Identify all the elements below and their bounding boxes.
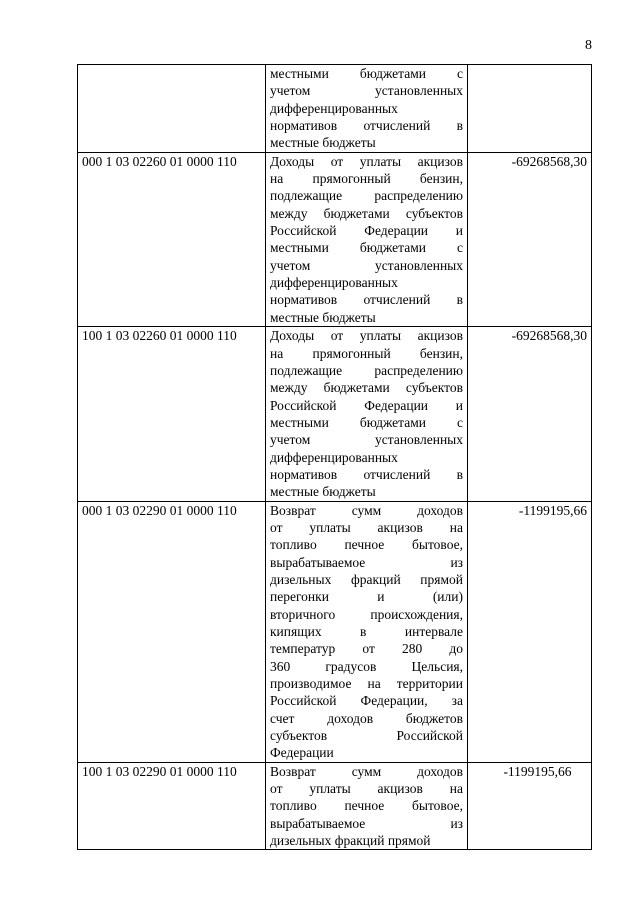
- income-name-line: топливо печное бытовое,: [270, 798, 463, 814]
- income-name-line: учетом установленных: [270, 83, 463, 99]
- income-name-line: на прямогонный бензин,: [270, 171, 463, 187]
- income-name-cell: [266, 327, 468, 501]
- income-name-line: субъектов Российской: [270, 728, 463, 744]
- income-name-cell: [266, 152, 468, 326]
- budget-code-cell: 000 1 03 02260 01 0000 110: [78, 152, 266, 326]
- table-body: [78, 65, 592, 850]
- income-name-line: нормативов отчислений в: [270, 466, 463, 482]
- budget-code-cell: [78, 65, 266, 153]
- income-name-line: перегонки и (или): [270, 589, 463, 605]
- income-name-line: между бюджетами субъектов: [270, 205, 463, 221]
- income-name-line: Доходы от уплаты акцизов: [270, 328, 463, 344]
- amount-cell: [468, 65, 592, 153]
- income-name-line: учетом установленных: [270, 432, 463, 448]
- income-name-line: кипящих в интервале: [270, 624, 463, 639]
- income-name-line: на прямогонный бензин,: [270, 345, 463, 361]
- income-name-line: подлежащие распределению: [270, 188, 463, 204]
- table-row: [78, 501, 592, 762]
- table-row: [78, 762, 592, 850]
- income-name-line: вырабатываемое из: [270, 815, 463, 831]
- income-name-line: местными бюджетами с: [270, 66, 463, 81]
- income-name-line: Российской Федерации и: [270, 397, 463, 413]
- income-name-cell: [266, 65, 468, 153]
- income-name-line: дизельных фракций прямой: [270, 833, 431, 849]
- income-name-line: Возврат сумм доходов: [270, 502, 463, 518]
- income-name-line: местными бюджетами с: [270, 414, 463, 430]
- income-name-line: производимое на территории: [270, 676, 463, 692]
- income-name-line: местные бюджеты: [270, 484, 376, 500]
- income-name-line: от уплаты акцизов на: [270, 519, 463, 535]
- budget-code-cell: 100 1 03 02260 01 0000 110: [78, 327, 266, 501]
- income-name-cell: [266, 762, 468, 850]
- income-name-line: температур от 280 до: [270, 641, 463, 657]
- amount-cell: -69268568,30: [468, 327, 592, 501]
- income-name-line: Доходы от уплаты акцизов: [270, 153, 463, 169]
- income-name-line: вторичного происхождения,: [270, 606, 463, 622]
- income-name-line: местные бюджеты: [270, 309, 376, 325]
- income-name-line: Федерации: [270, 745, 334, 761]
- income-name-line: учетом установленных: [270, 257, 463, 273]
- income-name-line: дифференцированных: [270, 100, 398, 116]
- income-name-line: дифференцированных: [270, 275, 398, 291]
- income-name-line: нормативов отчислений в: [270, 118, 463, 134]
- income-name-line: Российской Федерации, за: [270, 693, 463, 709]
- income-name-line: местными бюджетами с: [270, 240, 463, 256]
- amount-cell: -1199195,66: [468, 762, 592, 850]
- income-name-line: счет доходов бюджетов: [270, 710, 463, 726]
- income-name-line: нормативов отчислений в: [270, 292, 463, 308]
- income-name-line: Возврат сумм доходов: [270, 763, 463, 779]
- table-row: [78, 152, 592, 326]
- income-name-line: местные бюджеты: [270, 135, 376, 151]
- income-name-line: дизельных фракций прямой: [270, 571, 463, 587]
- budget-code-cell: 100 1 03 02290 01 0000 110: [78, 762, 266, 850]
- income-name-line: от уплаты акцизов на: [270, 781, 463, 797]
- income-name-line: вырабатываемое из: [270, 554, 463, 570]
- amount-cell: -1199195,66: [468, 501, 592, 762]
- amount-cell: -69268568,30: [468, 152, 592, 326]
- income-name-line: Российской Федерации и: [270, 223, 463, 239]
- income-name-line: топливо печное бытовое,: [270, 537, 463, 553]
- table-row: [78, 327, 592, 501]
- table-row: [78, 65, 592, 153]
- income-name-line: дифференцированных: [270, 449, 398, 465]
- income-name-line: подлежащие распределению: [270, 362, 463, 378]
- budget-code-cell: 000 1 03 02290 01 0000 110: [78, 501, 266, 762]
- income-name-line: 360 градусов Цельсия,: [270, 658, 463, 674]
- income-name-line: между бюджетами субъектов: [270, 380, 463, 396]
- income-name-cell: [266, 501, 468, 762]
- budget-table: [77, 64, 592, 850]
- page-number: 8: [585, 38, 592, 53]
